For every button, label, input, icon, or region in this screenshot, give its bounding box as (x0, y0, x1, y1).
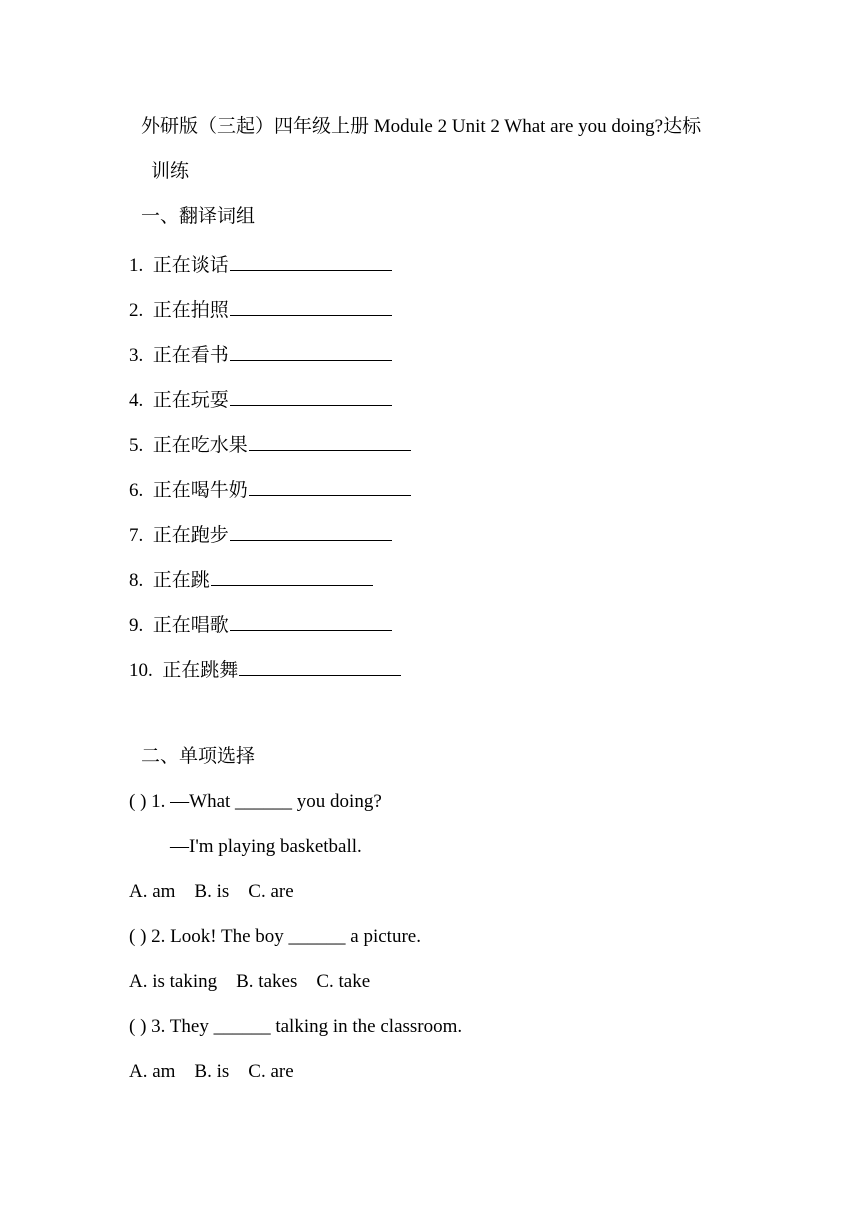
question-2-options: A. is taking B. takes C. take (129, 971, 371, 992)
question-1: ( ) 1. —What ______ you doing? (129, 791, 382, 812)
translation-item-8 (129, 565, 373, 593)
item-number: 2. (129, 300, 144, 321)
item-number: 9. (129, 615, 144, 636)
item-text: 正在看书 (152, 345, 229, 366)
item-text: 正在喝牛奶 (152, 480, 248, 501)
item-text: 正在唱歌 (152, 615, 229, 636)
answer-blank[interactable] (249, 430, 411, 451)
item-number: 10. (129, 660, 153, 681)
answer-blank[interactable] (230, 340, 392, 361)
item-text: 正在吃水果 (152, 435, 248, 456)
item-number: 8. (129, 570, 144, 591)
answer-blank[interactable] (230, 385, 392, 406)
translation-item-3 (129, 340, 392, 368)
item-number: 5. (129, 435, 144, 456)
item-number: 1. (129, 255, 144, 276)
translation-item-10 (129, 655, 401, 683)
worksheet-title-line-2: 训练 (151, 161, 190, 182)
answer-blank[interactable] (239, 655, 401, 676)
translation-item-1 (129, 250, 392, 278)
item-text: 正在拍照 (152, 300, 229, 321)
section-2-heading: 二、单项选择 (141, 746, 256, 767)
item-number: 3. (129, 345, 144, 366)
item-text: 正在跳舞 (162, 660, 239, 681)
item-number: 6. (129, 480, 144, 501)
translation-item-7 (129, 520, 392, 548)
section-1-heading: 一、翻译词组 (141, 206, 256, 227)
item-text: 正在谈话 (152, 255, 229, 276)
item-number: 4. (129, 390, 144, 411)
item-text: 正在跑步 (152, 525, 229, 546)
answer-blank[interactable] (230, 295, 392, 316)
translation-item-6 (129, 475, 411, 503)
translation-item-4 (129, 385, 392, 413)
question-1-options: A. am B. is C. are (129, 881, 294, 902)
translation-item-9 (129, 610, 392, 638)
question-3-options: A. am B. is C. are (129, 1061, 294, 1082)
translation-item-2 (129, 295, 392, 323)
question-1-answer-line: —I'm playing basketball. (170, 836, 362, 857)
answer-blank[interactable] (230, 610, 392, 631)
item-number: 7. (129, 525, 144, 546)
answer-blank[interactable] (230, 520, 392, 541)
answer-blank[interactable] (249, 475, 411, 496)
question-2: ( ) 2. Look! The boy ______ a picture. (129, 926, 421, 947)
answer-blank[interactable] (230, 250, 392, 271)
item-text: 正在玩耍 (152, 390, 229, 411)
answer-blank[interactable] (211, 565, 373, 586)
worksheet-title-line-1: 外研版（三起）四年级上册 Module 2 Unit 2 What are you doing?达标 (141, 116, 702, 137)
translation-item-5 (129, 430, 411, 458)
item-text: 正在跳 (152, 570, 210, 591)
question-3: ( ) 3. They ______ talking in the classroom. (129, 1016, 463, 1037)
